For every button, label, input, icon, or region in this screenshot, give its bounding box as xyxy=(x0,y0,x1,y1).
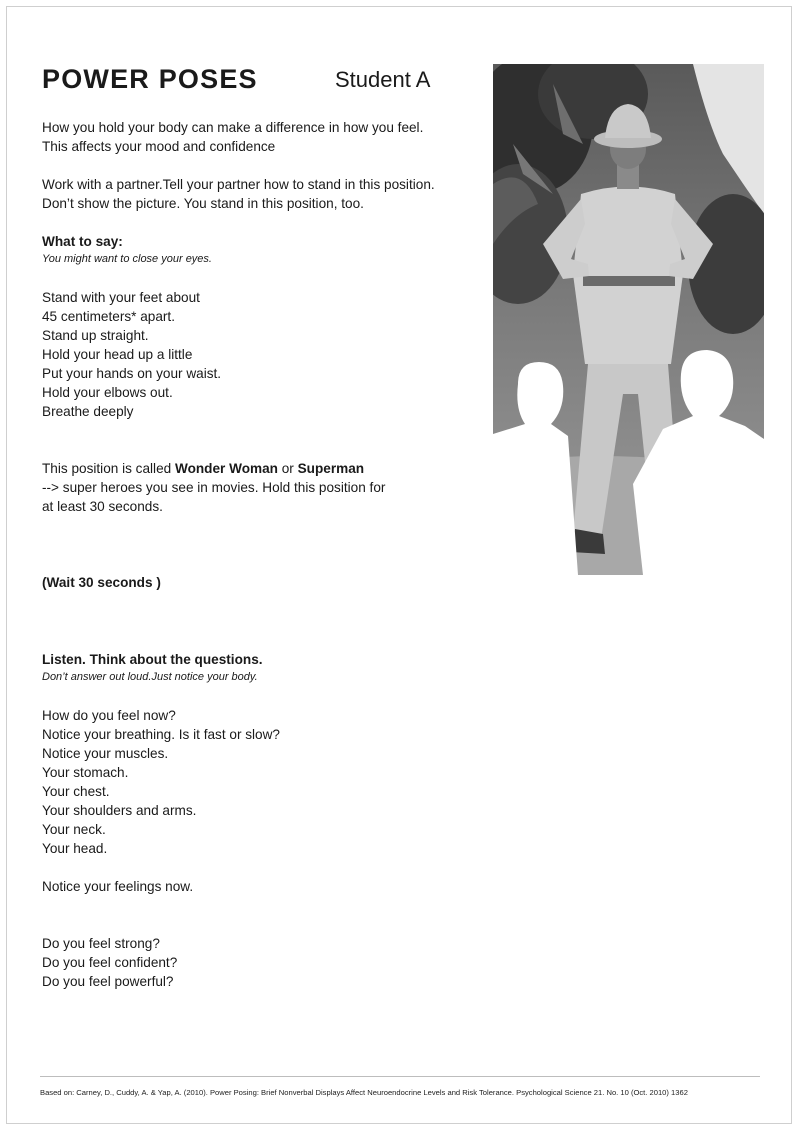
wait-instruction: (Wait 30 seconds ) xyxy=(42,575,161,590)
question-item: Your neck. xyxy=(42,822,106,837)
student-label: Student A xyxy=(335,67,431,92)
position-prefix: This position is called xyxy=(42,461,175,476)
instruction-item: Hold your elbows out. xyxy=(42,385,173,400)
position-name-wonder-woman: Wonder Woman xyxy=(174,461,278,476)
what-to-say-note: You might want to close your eyes. xyxy=(42,253,212,265)
footer-divider xyxy=(40,1076,760,1077)
instruction-item: Stand up straight. xyxy=(42,328,149,343)
question-item: Your chest. xyxy=(42,784,110,799)
intro-line-4: Don’t show the picture. You stand in this position, too. xyxy=(42,196,364,211)
question-item: Your shoulders and arms. xyxy=(42,803,197,818)
listen-heading: Listen. Think about the questions. xyxy=(42,652,263,667)
question-item: Your stomach. xyxy=(42,765,129,780)
intro-line-2: This affects your mood and confidence xyxy=(42,139,276,154)
position-line-2: --> super heroes you see in movies. Hold this position for xyxy=(42,480,386,495)
position-line-3: at least 30 seconds. xyxy=(42,499,163,514)
final-question-item: Do you feel confident? xyxy=(42,955,178,970)
question-item: Notice your muscles. xyxy=(42,746,169,761)
intro-line-3: Work with a partner.Tell your partner how to stand in this position. xyxy=(42,177,435,192)
final-question-item: Do you feel strong? xyxy=(42,936,160,951)
feelings-line: Notice your feelings now. xyxy=(42,879,194,894)
final-question-item: Do you feel powerful? xyxy=(42,974,174,989)
instruction-item: 45 centimeters* apart. xyxy=(42,309,175,324)
page-title: POWER POSES xyxy=(42,64,258,94)
listen-note: Don’t answer out loud.Just notice your body. xyxy=(42,671,258,683)
position-name-superman: Superman xyxy=(297,461,365,476)
position-or: or xyxy=(277,461,298,476)
instruction-item: Stand with your feet about xyxy=(42,290,200,305)
intro-line-1: How you hold your body can make a difference in how you feel. xyxy=(42,120,424,135)
citation-footer: Based on: Carney, D., Cuddy, A. & Yap, A. (2010). Power Posing: Brief Nonverbal Displays Affect Neuroendocrine Levels and Risk Tolerance. Psychological Science 21. No. 10 (Oct. 2010) 1362 xyxy=(40,1088,688,1097)
instruction-item: Hold your head up a little xyxy=(42,347,193,362)
position-line-1 xyxy=(42,459,364,478)
what-to-say-heading: What to say: xyxy=(42,234,123,249)
instruction-item: Breathe deeply xyxy=(42,404,134,419)
question-item: How do you feel now? xyxy=(42,708,176,723)
question-item: Notice your breathing. Is it fast or slow? xyxy=(42,727,280,742)
power-pose-photo xyxy=(493,64,764,575)
question-item: Your head. xyxy=(42,841,108,856)
instruction-item: Put your hands on your waist. xyxy=(42,366,222,381)
